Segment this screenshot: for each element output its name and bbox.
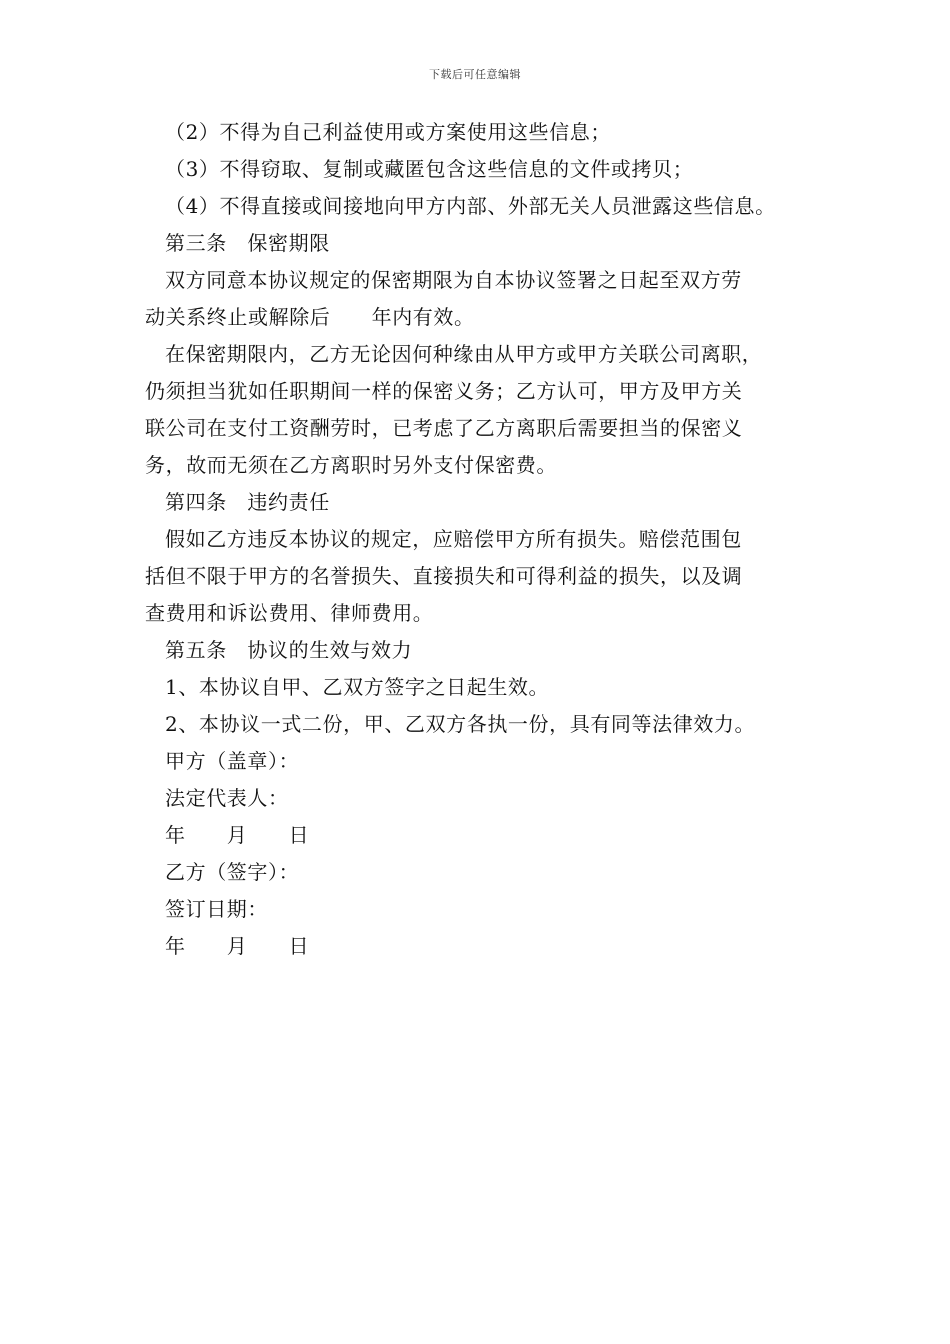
paragraph-line: 括但不限于甲方的名誉损失、直接损失和可得利益的损失，以及调 [145,564,743,588]
party-a-date: 年 月 日 [165,823,310,847]
paragraph-line: 查费用和诉讼费用、律师费用。 [145,601,434,625]
party-b-signature-label: 乙方（签字）： [165,860,300,884]
paragraph-line: 联公司在支付工资酬劳时，已考虑了乙方离职后需要担当的保密义 [145,416,743,440]
clause-copies: 2、本协议一式二份，甲、乙双方各执一份，具有同等法律效力。 [165,712,756,736]
paragraph-line: 动关系终止或解除后 年内有效。 [145,305,475,329]
party-a-seal-label: 甲方（盖章）： [165,749,300,773]
page-header: 下载后可任意编辑 [429,68,521,81]
signing-date-label: 签订日期： [165,897,268,921]
paragraph-line: 假如乙方违反本协议的规定，应赔偿甲方所有损失。赔偿范围包 [165,527,742,551]
paragraph-line: 双方同意本协议规定的保密期限为自本协议签署之日起至双方劳 [165,268,742,292]
clause-effective: 1、本协议自甲、乙双方签字之日起生效。 [165,675,550,699]
paragraph-line: 在保密期限内，乙方无论因何种缘由从甲方或甲方关联公司离职， [165,342,763,366]
paragraph-line: 务，故而无须在乙方离职时另外支付保密费。 [145,453,557,477]
legal-representative-label: 法定代表人： [165,786,289,810]
article-3-heading: 第三条 保密期限 [165,231,330,255]
clause-item-4: （4）不得直接或间接地向甲方内部、外部无关人员泄露这些信息。 [165,194,776,218]
clause-item-3: （3）不得窃取、复制或藏匿包含这些信息的文件或拷贝； [165,157,694,181]
article-5-heading: 第五条 协议的生效与效力 [165,638,413,662]
paragraph-line: 仍须担当犹如任职期间一样的保密义务；乙方认可，甲方及甲方关 [145,379,743,403]
party-b-date: 年 月 日 [165,934,310,958]
clause-item-2: （2）不得为自己利益使用或方案使用这些信息； [165,120,611,144]
article-4-heading: 第四条 违约责任 [165,490,330,514]
document-body [145,114,825,965]
